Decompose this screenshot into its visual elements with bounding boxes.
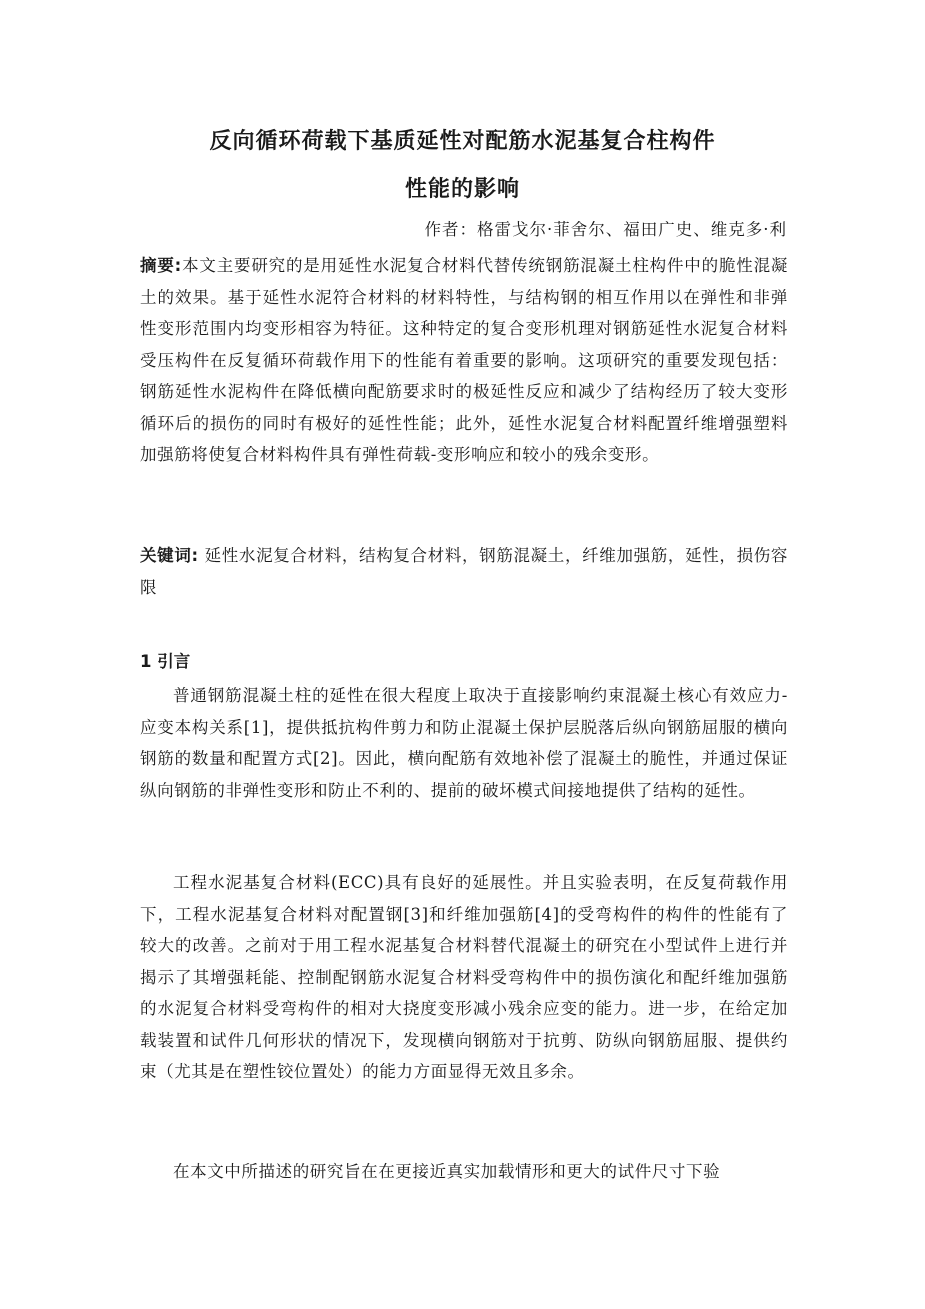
keywords-label: 关键词: [140,546,199,565]
abstract-label: 摘要: [140,256,182,275]
body-paragraph-3: 在本文中所描述的研究旨在在更接近真实加载情形和更大的试件尺寸下验 [173,1162,721,1181]
keywords [140,540,788,603]
author-line: 作者：格雷戈尔·菲舍尔、福田广史、维克多·利 [424,220,787,239]
section-heading: 1 引言 [140,652,191,671]
paper-title-line-1: 反向循环荷载下基质延性对配筋水泥基复合柱构件 [209,129,716,154]
abstract-text: 本文主要研究的是用延性水泥复合材料代替传统钢筋混凝土柱构件中的脆性混凝土的效果。基于延性水泥符合材料的材料特性，与结构钢的相互作用以在弹性和非弹性变形范围内均变形相容为特征。这种特定的复合变形机理对钢筋延性水泥复合材料受压构件在反复循环荷载作用下的性能有着重要的影响。这项研究的重要发现包括：钢筋延性水泥构件在降低横向配筋要求时的极延性反应和减少了结构经历了较大变形循环后的损伤的同时有极好的延性性能；此外，延性水泥复合材料配置纤维增强塑料加强筋将使复合材料构件具有弹性荷载-变形响应和较小的残余变形。 [140,256,788,464]
body-paragraph-1: 普通钢筋混凝土柱的延性在很大程度上取决于直接影响约束混凝土核心有效应力-应变本构关系[1]，提供抵抗构件剪力和防止混凝土保护层脱落后纵向钢筋屈服的横向钢筋的数量和配置方式[2]。因此，横向配筋有效地补偿了混凝土的脆性，并通过保证纵向钢筋的非弹性变形和防止不利的、提前的破坏模式间接地提供了结构的延性。 [140,686,788,800]
body-paragraph-2: 工程水泥基复合材料(ECC)具有良好的延展性。并且实验表明，在反复荷载作用下，工程水泥基复合材料对配置钢[3]和纤维加强筋[4]的受弯构件的构件的性能有了较大的改善。之前对于用工程水泥基复合材料替代混凝土的研究在小型试件上进行并揭示了其增强耗能、控制配钢筋水泥复合材料受弯构件中的损伤演化和配纤维加强筋的水泥复合材料受弯构件的相对大挠度变形减小残余应变的能力。进一步，在给定加载装置和试件几何形状的情况下，发现横向钢筋对于抗剪、防纵向钢筋屈服、提供约束（尤其是在塑性铰位置处）的能力方面显得无效且多余。 [140,873,788,1081]
paper-title-line-2: 性能的影响 [404,177,520,202]
keywords-text: 延性水泥复合材料，结构复合材料，钢筋混凝土，纤维加强筋，延性，损伤容限 [140,546,788,597]
abstract [140,250,788,471]
